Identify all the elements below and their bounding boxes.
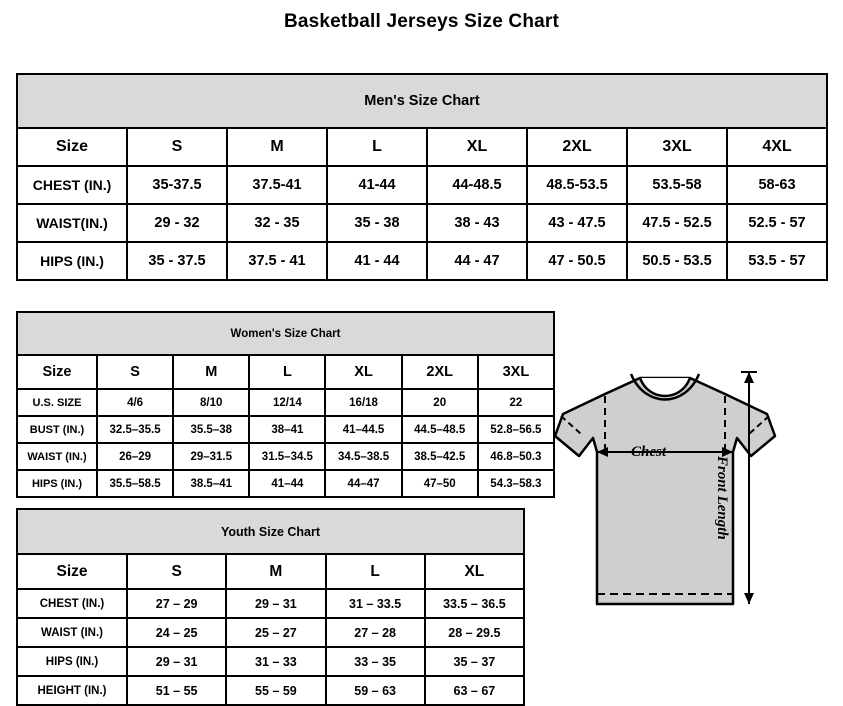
column-header-m: M [227,128,327,166]
cell-hips-xl: 35 – 37 [425,647,524,676]
column-header-size: Size [17,128,127,166]
youth-size-chart-container [16,508,525,706]
cell-waist-s: 29 - 32 [127,204,227,242]
column-header-s: S [127,554,226,589]
cell-chest-3xl: 53.5-58 [627,166,727,204]
row-label-us-size: U.S. SIZE [17,389,97,416]
column-header-s: S [127,128,227,166]
cell-waist-xl: 34.5–38.5 [325,443,401,470]
table-header-row [17,128,827,166]
cell-waist-l: 31.5–34.5 [249,443,325,470]
front-length-arrow-top [744,372,754,383]
cell-height-l: 59 – 63 [326,676,425,705]
front-length-arrow-bottom [744,593,754,604]
cell-hips-3xl: 50.5 - 53.5 [627,242,727,280]
row-label-chest: CHEST (IN.) [17,589,127,618]
row-label-waist: WAIST (IN.) [17,443,97,470]
table-row [17,166,827,204]
cell-waist-xl: 38 - 43 [427,204,527,242]
column-header-m: M [173,355,249,389]
column-header-m: M [226,554,325,589]
column-header-xl: XL [425,554,524,589]
cell-chest-4xl: 58-63 [727,166,827,204]
cell-waist-xl: 28 – 29.5 [425,618,524,647]
cell-height-m: 55 – 59 [226,676,325,705]
jersey-measurement-diagram [545,356,835,656]
column-header-size: Size [17,355,97,389]
cell-waist-m: 25 – 27 [226,618,325,647]
front-length-label: Front Length [714,456,730,540]
table-caption-row [17,312,554,355]
column-header-l: L [326,554,425,589]
row-label-hips: HIPS (IN.) [17,242,127,280]
cell-hips-s: 35 - 37.5 [127,242,227,280]
table-row [17,618,524,647]
table-header-row [17,355,554,389]
cell-waist-2xl: 43 - 47.5 [527,204,627,242]
column-header-size: Size [17,554,127,589]
cell-bust-m: 35.5–38 [173,416,249,443]
cell-chest-l: 41-44 [327,166,427,204]
cell-hips-m: 38.5–41 [173,470,249,497]
mens-chart-caption: Men's Size Chart [17,74,827,128]
womens-chart-caption: Women's Size Chart [17,312,554,355]
cell-waist-l: 35 - 38 [327,204,427,242]
cell-waist-3xl: 46.8–50.3 [478,443,554,470]
cell-bust-3xl: 52.8–56.5 [478,416,554,443]
cell-bust-xl: 41–44.5 [325,416,401,443]
cell-us-size-xl: 16/18 [325,389,401,416]
jersey-shape-svg [545,356,835,651]
chest-label: Chest [631,444,667,460]
table-row [17,416,554,443]
cell-height-s: 51 – 55 [127,676,226,705]
cell-hips-xl: 44–47 [325,470,401,497]
table-row [17,242,827,280]
cell-waist-2xl: 38.5–42.5 [402,443,478,470]
youth-size-chart-table [16,508,525,706]
cell-hips-4xl: 53.5 - 57 [727,242,827,280]
cell-hips-s: 35.5–58.5 [97,470,173,497]
cell-hips-m: 37.5 - 41 [227,242,327,280]
cell-waist-m: 29–31.5 [173,443,249,470]
row-label-height: HEIGHT (IN.) [17,676,127,705]
cell-hips-l: 41–44 [249,470,325,497]
row-label-bust: BUST (IN.) [17,416,97,443]
cell-us-size-3xl: 22 [478,389,554,416]
cell-chest-s: 35-37.5 [127,166,227,204]
cell-us-size-l: 12/14 [249,389,325,416]
womens-size-chart-table [16,311,555,498]
cell-chest-m: 37.5-41 [227,166,327,204]
cell-hips-l: 41 - 44 [327,242,427,280]
cell-waist-s: 26–29 [97,443,173,470]
column-header-2xl: 2XL [527,128,627,166]
table-row [17,589,524,618]
cell-chest-2xl: 48.5-53.5 [527,166,627,204]
column-header-3xl: 3XL [478,355,554,389]
column-header-l: L [249,355,325,389]
cell-bust-2xl: 44.5–48.5 [402,416,478,443]
womens-size-chart-container [16,311,555,498]
mens-size-chart-table [16,73,828,281]
column-header-s: S [97,355,173,389]
cell-waist-3xl: 47.5 - 52.5 [627,204,727,242]
cell-chest-l: 31 – 33.5 [326,589,425,618]
column-header-xl: XL [325,355,401,389]
table-caption-row [17,509,524,554]
row-label-chest: CHEST (IN.) [17,166,127,204]
column-header-xl: XL [427,128,527,166]
cell-height-xl: 63 – 67 [425,676,524,705]
cell-hips-l: 33 – 35 [326,647,425,676]
cell-us-size-s: 4/6 [97,389,173,416]
row-label-hips: HIPS (IN.) [17,647,127,676]
cell-hips-2xl: 47–50 [402,470,478,497]
cell-chest-xl: 33.5 – 36.5 [425,589,524,618]
cell-us-size-2xl: 20 [402,389,478,416]
cell-chest-m: 29 – 31 [226,589,325,618]
column-header-l: L [327,128,427,166]
jersey-body-outline [555,378,775,604]
table-row [17,389,554,416]
row-label-waist: WAIST(IN.) [17,204,127,242]
table-row [17,443,554,470]
cell-hips-s: 29 – 31 [127,647,226,676]
table-row [17,204,827,242]
cell-waist-l: 27 – 28 [326,618,425,647]
column-header-3xl: 3XL [627,128,727,166]
table-row [17,676,524,705]
cell-hips-2xl: 47 - 50.5 [527,242,627,280]
row-label-hips: HIPS (IN.) [17,470,97,497]
mens-size-chart-container [16,73,828,281]
youth-chart-caption: Youth Size Chart [17,509,524,554]
cell-bust-s: 32.5–35.5 [97,416,173,443]
cell-waist-4xl: 52.5 - 57 [727,204,827,242]
cell-chest-xl: 44-48.5 [427,166,527,204]
cell-waist-s: 24 – 25 [127,618,226,647]
cell-us-size-m: 8/10 [173,389,249,416]
cell-hips-m: 31 – 33 [226,647,325,676]
column-header-2xl: 2XL [402,355,478,389]
cell-hips-3xl: 54.3–58.3 [478,470,554,497]
page-title: Basketball Jerseys Size Chart [283,11,560,32]
cell-waist-m: 32 - 35 [227,204,327,242]
table-row [17,470,554,497]
cell-hips-xl: 44 - 47 [427,242,527,280]
row-label-waist: WAIST (IN.) [17,618,127,647]
table-row [17,647,524,676]
table-header-row [17,554,524,589]
cell-bust-l: 38–41 [249,416,325,443]
column-header-4xl: 4XL [727,128,827,166]
cell-chest-s: 27 – 29 [127,589,226,618]
table-caption-row [17,74,827,128]
